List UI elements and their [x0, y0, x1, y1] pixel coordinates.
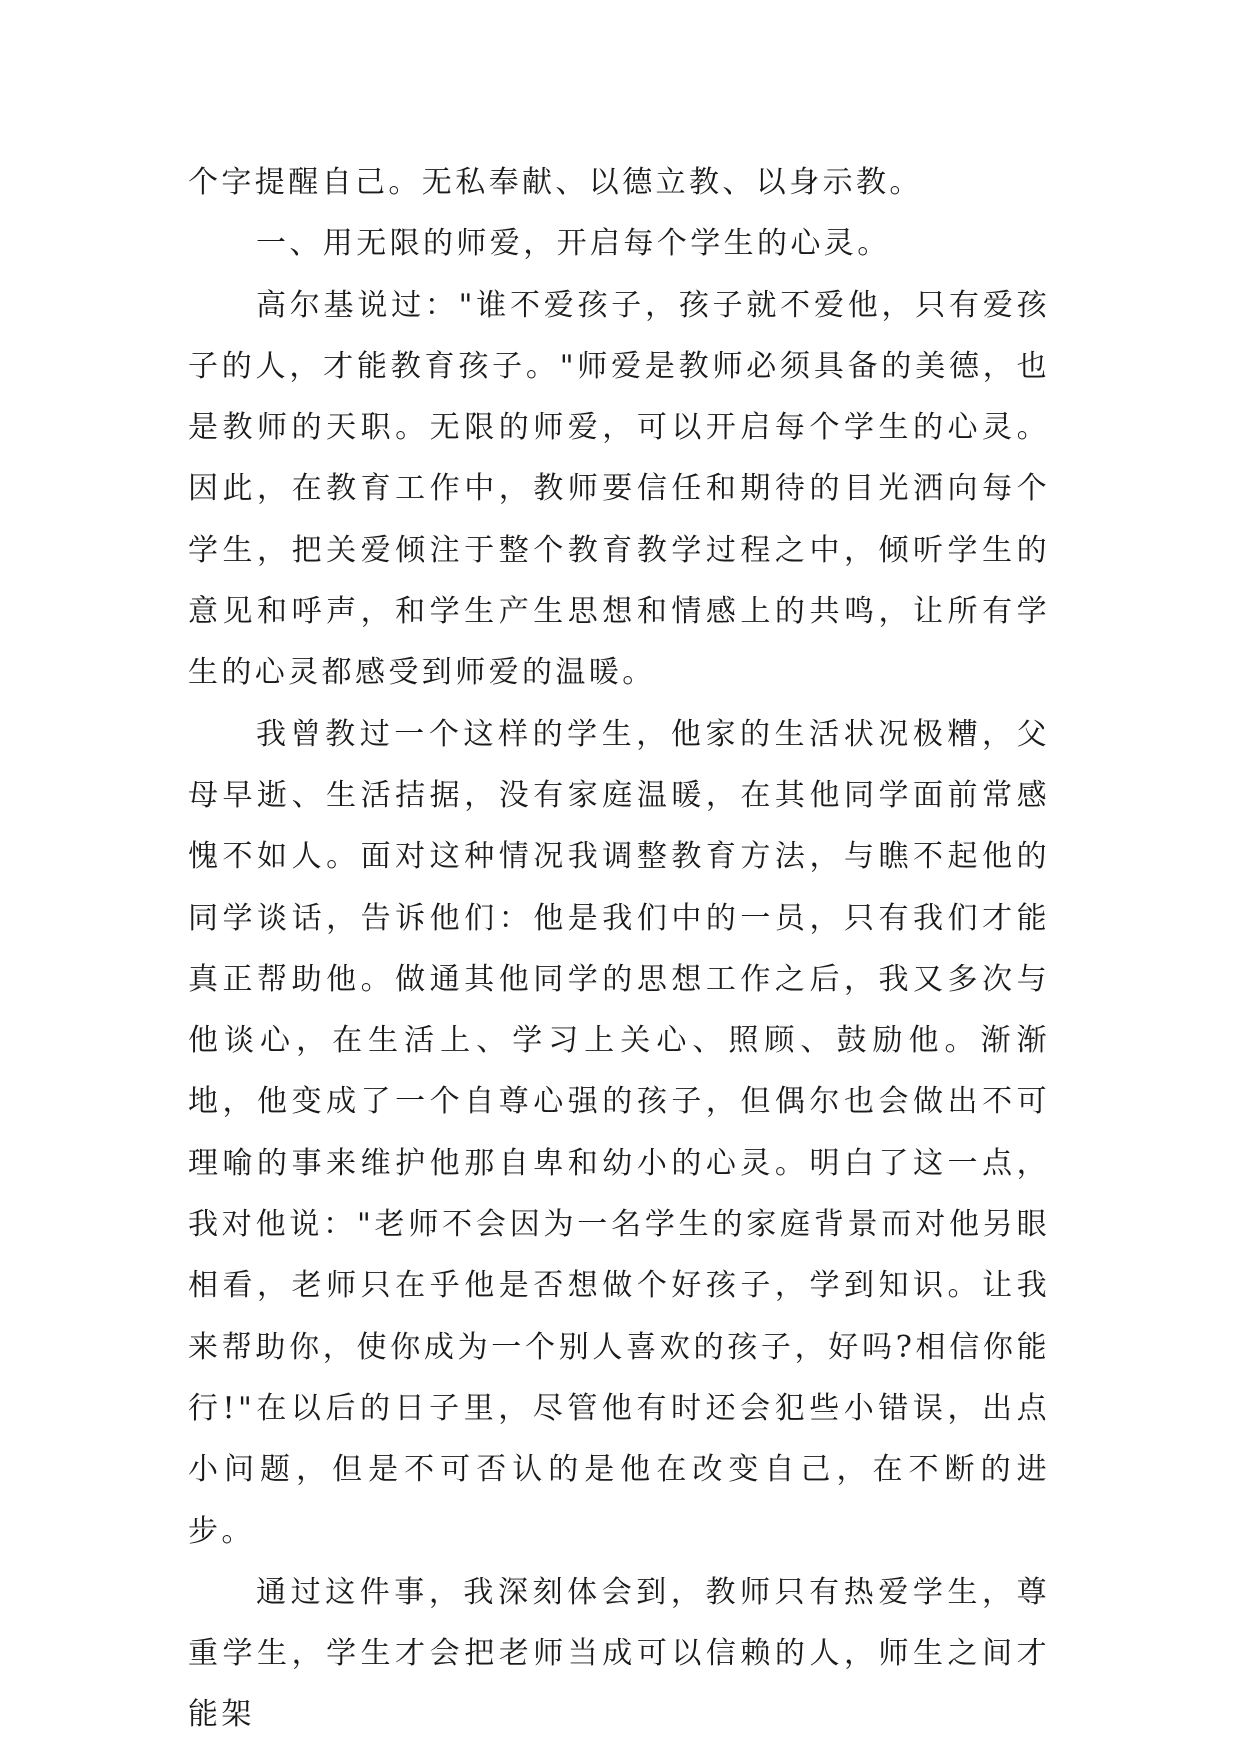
paragraph-student-story: 我曾教过一个这样的学生，他家的生活状况极糟，父母早逝、生活拮据，没有家庭温暖，在其他同学面前常感愧不如人。面对这种情况我调整教育方法，与瞧不起他的同学谈话，告诉他们：他是我们中的一员，只有我们才能真正帮助他。做通其他同学的思想工作之后，我又多次与他谈心，在生活上、学习上关心、照顾、鼓励他。渐渐地，他变成了一个自尊心强的孩子，但偶尔也会做出不可理喻的事来维护他那自卑和幼小的心灵。明白了这一点，我对他说："老师不会因为一名学生的家庭背景而对他另眼相看，老师只在乎他是否想做个好孩子，学到知识。让我来帮助你，使你成为一个别人喜欢的孩子，好吗?相信你能行!"在以后的日子里，尽管他有时还会犯些小错误，出点小问题，但是不可否认的是他在改变自己，在不断的进步。: [188, 716, 1050, 1549]
paragraph-gorky-quote: 高尔基说过："谁不爱孩子，孩子就不爱他，只有爱孩子的人，才能教育孩子。"师爱是教师必须具备的美德，也是教师的天职。无限的师爱，可以开启每个学生的心灵。因此，在教育工作中，教师要信任和期待的目光洒向每个学生，把关爱倾注于整个教育教学过程之中，倾听学生的意见和呼声，和学生产生思想和情感上的共鸣，让所有学生的心灵都感受到师爱的温暖。: [188, 287, 1050, 691]
section-heading: 一、用无限的师爱，开启每个学生的心灵。: [256, 226, 891, 262]
paragraph-reflection: 通过这件事，我深刻体会到，教师只有热爱学生，尊重学生，学生才会把老师当成可以信赖的人，师生之间才能架: [188, 1574, 1050, 1733]
document-page: [188, 152, 1050, 1746]
paragraph-continuation: 个字提醒自己。无私奉献、以德立教、以身示教。: [188, 165, 923, 200]
